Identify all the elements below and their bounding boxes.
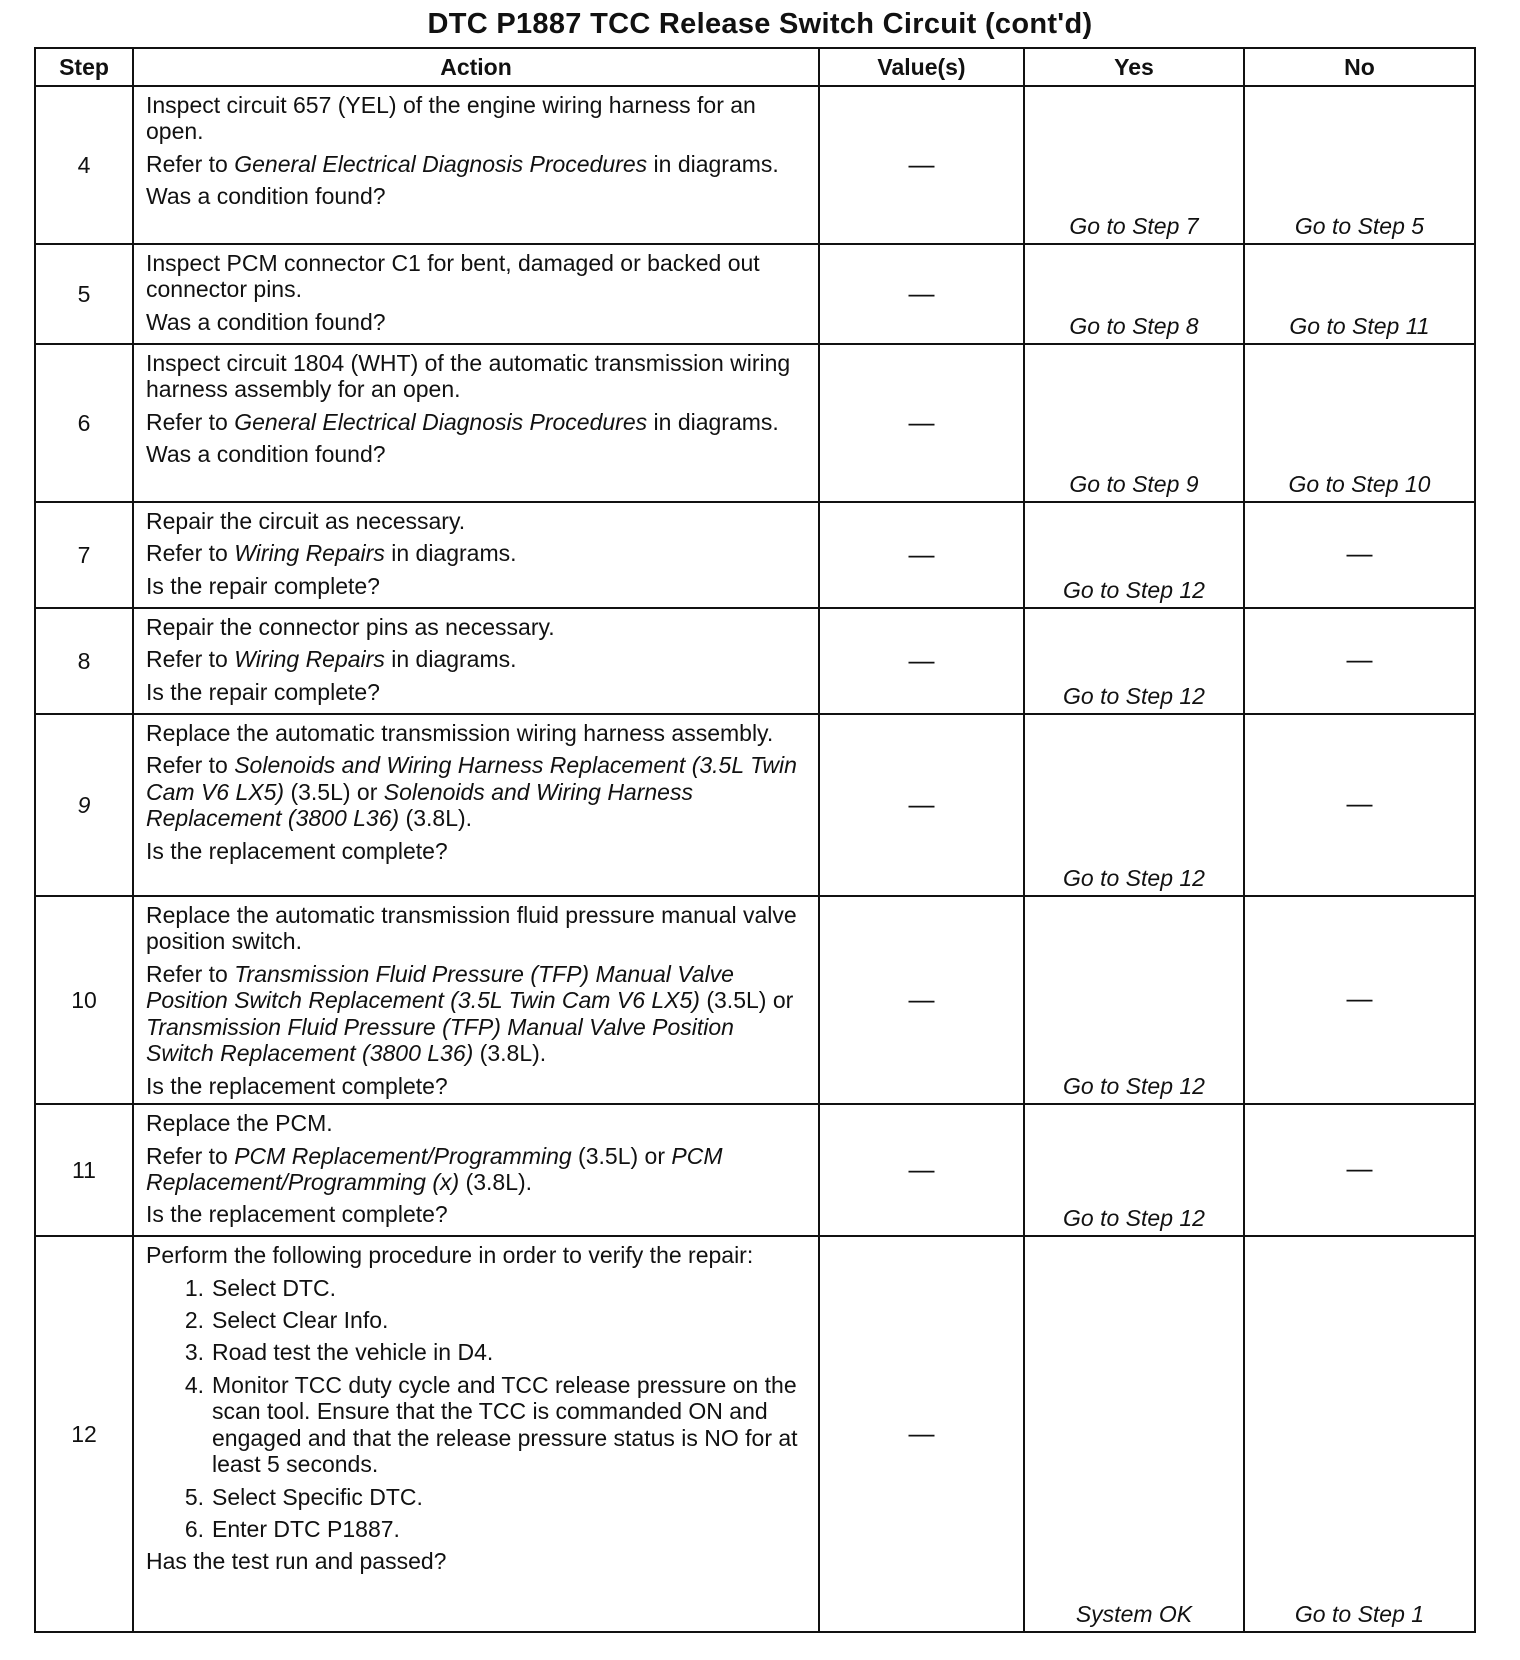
action-reference: Refer to Solenoids and Wiring Harness Replacement (3.5L Twin Cam V6 LX5) (3.5L) or Solenoids and Wiring Harness Replacement (3800 L36) (3.8L). [146, 752, 797, 832]
action-text: Repair the circuit as necessary. [146, 508, 466, 534]
action-text: Replace the PCM. [146, 1110, 333, 1137]
list-item: 6. Enter DTC P1887. [184, 1516, 400, 1542]
yes-cell: System OK [1024, 1236, 1244, 1632]
table-row [35, 1236, 1475, 1632]
yes-cell: Go to Step 12 [1024, 896, 1244, 1104]
value-cell: — [819, 714, 1024, 896]
value-cell: — [819, 1104, 1024, 1236]
action-cell [133, 608, 819, 714]
table-row [35, 244, 1475, 344]
step-number: 5 [35, 244, 133, 344]
step-number: 8 [35, 608, 133, 714]
action-cell [133, 714, 819, 896]
action-text: Replace the automatic transmission wiring harness assembly. [146, 720, 774, 746]
action-cell [133, 502, 819, 608]
table-row [35, 344, 1475, 502]
table-row [35, 502, 1475, 608]
table-row [35, 1104, 1475, 1236]
value-cell: — [819, 1236, 1024, 1632]
action-reference: Refer to General Electrical Diagnosis Procedures in diagrams. [146, 150, 779, 177]
action-reference: Refer to PCM Replacement/Programming (3.5L) or PCM Replacement/Programming (x) (3.8L). [146, 1142, 723, 1195]
no-cell: Go to Step 5 [1244, 86, 1475, 244]
action-cell [133, 86, 819, 244]
yes-cell: Go to Step 9 [1024, 344, 1244, 502]
table-row [35, 714, 1475, 896]
action-question: Is the replacement complete? [146, 1072, 448, 1099]
action-question: Is the replacement complete? [146, 837, 448, 864]
value-cell: — [819, 244, 1024, 344]
header-no: No [1244, 48, 1475, 86]
no-cell: Go to Step 11 [1244, 244, 1475, 344]
value-cell: — [819, 608, 1024, 714]
value-cell: — [819, 896, 1024, 1104]
action-reference: Refer to Transmission Fluid Pressure (TFP) Manual Valve Position Switch Replacement (3.5L Twin Cam V6 LX5) (3.5L) or Transmission Fluid Pressure (TFP) Manual Valve Position Switch Replacement (3800 L36) (3.8L). [146, 960, 794, 1067]
table-row [35, 608, 1475, 714]
action-cell [133, 344, 819, 502]
action-text: Inspect circuit 657 (YEL) of the engine wiring harness for an open. [146, 92, 756, 145]
action-question: Is the repair complete? [146, 678, 380, 705]
no-cell: — [1244, 714, 1475, 896]
page-title: DTC P1887 TCC Release Switch Circuit (cont'd) [427, 8, 1093, 40]
yes-cell: Go to Step 12 [1024, 502, 1244, 608]
action-cell [133, 1104, 819, 1236]
action-question: Is the repair complete? [146, 572, 380, 599]
no-cell: Go to Step 10 [1244, 344, 1475, 502]
step-number: 12 [35, 1236, 133, 1632]
yes-cell: Go to Step 12 [1024, 714, 1244, 896]
yes-cell: Go to Step 12 [1024, 608, 1244, 714]
step-number: 11 [35, 1104, 133, 1236]
action-cell [133, 1236, 819, 1632]
procedure-list [146, 1275, 808, 1543]
step-number: 7 [35, 502, 133, 608]
action-text: Inspect PCM connector C1 for bent, damaged or backed out connector pins. [146, 250, 760, 303]
action-reference: Refer to General Electrical Diagnosis Procedures in diagrams. [146, 408, 779, 435]
diagnostic-table [34, 47, 1476, 1633]
action-text: Perform the following procedure in order to verify the repair: [146, 1242, 754, 1269]
action-question: Was a condition found? [146, 183, 386, 210]
yes-cell: Go to Step 7 [1024, 86, 1244, 244]
action-text: Repair the connector pins as necessary. [146, 614, 555, 640]
header-values: Value(s) [819, 48, 1024, 86]
value-cell: — [819, 86, 1024, 244]
action-question: Was a condition found? [146, 441, 386, 468]
action-question: Is the replacement complete? [146, 1201, 448, 1228]
no-cell: — [1244, 502, 1475, 608]
header-step: Step [35, 48, 133, 86]
no-cell: — [1244, 896, 1475, 1104]
step-number: 9 [35, 714, 133, 896]
list-item: 5. Select Specific DTC. [184, 1483, 423, 1510]
step-number: 6 [35, 344, 133, 502]
action-reference: Refer to Wiring Repairs in diagrams. [146, 540, 517, 567]
action-question: Was a condition found? [146, 308, 386, 335]
action-reference: Refer to Wiring Repairs in diagrams. [146, 646, 517, 673]
action-cell [133, 896, 819, 1104]
action-question: Has the test run and passed? [146, 1548, 447, 1575]
header-row [35, 48, 1475, 86]
table-row [35, 896, 1475, 1104]
list-item: 4. Monitor TCC duty cycle and TCC release pressure on the scan tool. Ensure that the TCC is commanded ON and engaged and that the release pressure status is NO for at least 5 seconds. [184, 1371, 798, 1478]
header-yes: Yes [1024, 48, 1244, 86]
action-text: Replace the automatic transmission fluid pressure manual valve position switch. [146, 902, 797, 955]
yes-cell: Go to Step 12 [1024, 1104, 1244, 1236]
list-item: 3. Road test the vehicle in D4. [184, 1339, 494, 1366]
no-cell: Go to Step 1 [1244, 1236, 1475, 1632]
list-item: 1. Select DTC. [184, 1274, 336, 1301]
no-cell: — [1244, 608, 1475, 714]
step-number: 10 [35, 896, 133, 1104]
action-text: Inspect circuit 1804 (WHT) of the automatic transmission wiring harness assembly for an open. [146, 350, 791, 403]
table-row [35, 86, 1475, 244]
no-cell: — [1244, 1104, 1475, 1236]
list-item: 2. Select Clear Info. [184, 1306, 389, 1333]
action-cell [133, 244, 819, 344]
header-action: Action [133, 48, 819, 86]
value-cell: — [819, 344, 1024, 502]
step-number: 4 [35, 86, 133, 244]
yes-cell: Go to Step 8 [1024, 244, 1244, 344]
value-cell: — [819, 502, 1024, 608]
